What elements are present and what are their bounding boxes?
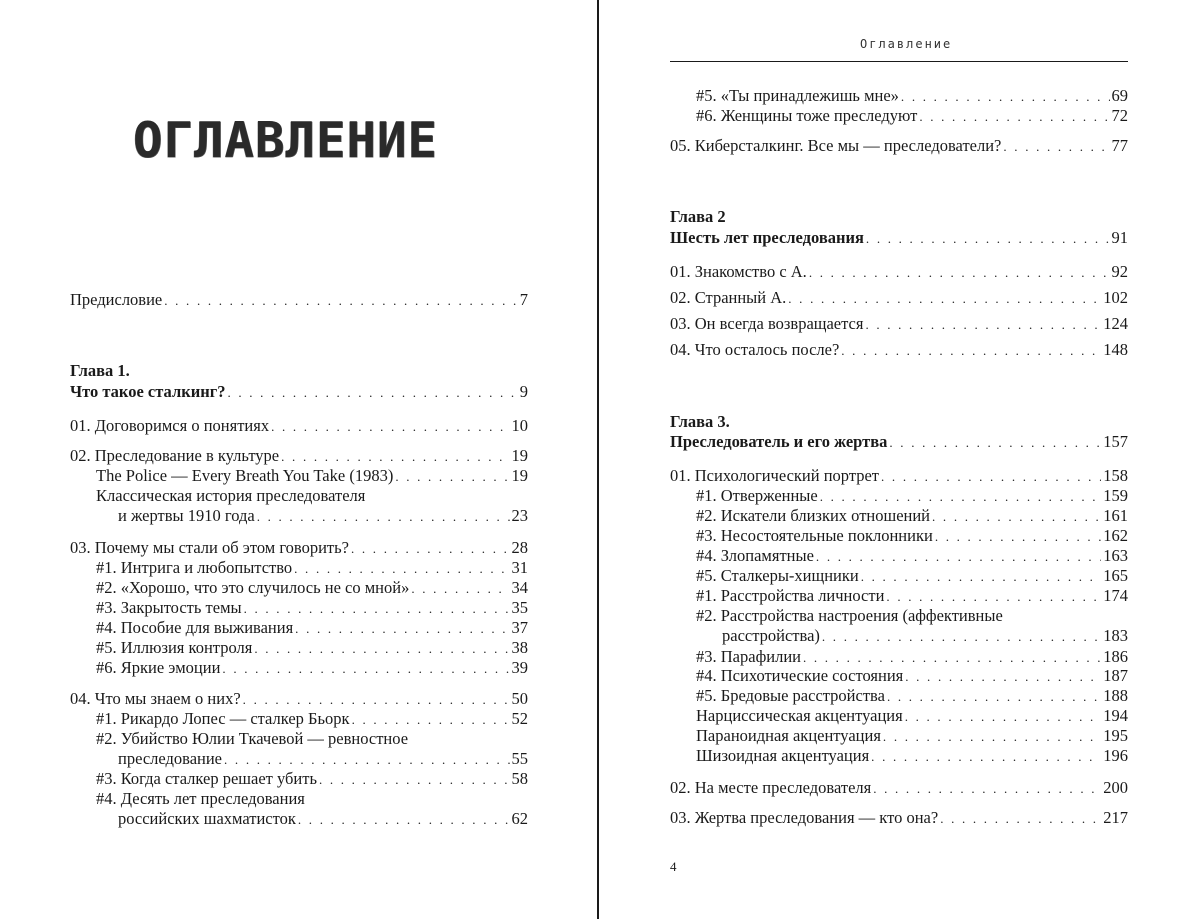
dot-leader [164, 291, 518, 311]
toc-entry [96, 658, 528, 679]
toc-entry-page: 28 [511, 538, 528, 557]
toc-entry-page: 34 [511, 578, 528, 597]
dot-leader [816, 547, 1101, 567]
dot-leader [905, 707, 1102, 727]
toc-entry [696, 746, 1128, 767]
toc-entry-page: 10 [511, 416, 528, 435]
dot-leader [222, 659, 509, 679]
toc-entry [70, 290, 528, 311]
toc-entry [670, 207, 1128, 227]
toc-entry-page: 186 [1103, 647, 1128, 666]
toc-entry [118, 749, 528, 770]
toc-entry-title: расстройства) [722, 626, 820, 645]
toc-entry-title: 02. Преследование в культуре [70, 446, 280, 465]
toc-entry-title: 01. Договоримся о понятиях [70, 416, 270, 435]
toc-entry-title: Шесть лет преследования [670, 228, 864, 247]
toc-entry [96, 709, 528, 730]
toc-entry-page: 9 [519, 382, 528, 401]
toc-entry [670, 466, 1128, 487]
dot-leader [352, 710, 510, 730]
toc-entry [696, 647, 1128, 668]
toc-entry-title: #5. «Ты принадлежишь мне» [696, 86, 899, 105]
dot-leader [243, 690, 510, 710]
toc-entry [696, 666, 1128, 687]
toc-entry [696, 726, 1128, 747]
toc-entry [670, 228, 1128, 249]
toc-entry-page: 52 [511, 709, 528, 728]
toc-entry [670, 412, 1128, 432]
dot-leader [822, 627, 1101, 647]
dot-leader [351, 539, 510, 559]
dot-leader [244, 599, 510, 619]
toc-entry [96, 486, 528, 506]
toc-entry [696, 506, 1128, 527]
dot-leader [887, 687, 1101, 707]
toc-entry-page: 161 [1103, 506, 1128, 525]
toc-entry [696, 486, 1128, 507]
toc-entry-title: #2. Расстройства настроения (аффективные [696, 606, 1003, 625]
header-rule [670, 61, 1128, 62]
dot-leader [841, 341, 1101, 361]
dot-leader [271, 417, 509, 437]
toc-entry-title: #3. Несостоятельные поклонники [696, 526, 933, 545]
dot-leader [224, 750, 509, 770]
toc-entry-title: Что такое сталкинг? [70, 382, 226, 401]
toc-entry [70, 416, 528, 437]
toc-entry-title: Глава 3. [670, 412, 730, 431]
dot-leader [886, 587, 1101, 607]
toc-entry [96, 618, 528, 639]
toc-entry-page: 50 [511, 689, 528, 708]
toc-entry-title: #6. Женщины тоже преследуют [696, 106, 918, 125]
toc-entry-title: #5. Иллюзия контроля [96, 638, 253, 657]
toc-entry-page: 102 [1103, 288, 1128, 307]
toc-entry-title: #5. Сталкеры-хищники [696, 566, 859, 585]
toc-entry [96, 466, 528, 487]
toc-entry-title: #3. Закрытость темы [96, 598, 242, 617]
dot-leader [281, 447, 509, 467]
toc-entry [696, 526, 1128, 547]
toc-entry-page: 72 [1111, 106, 1128, 125]
dot-leader [866, 229, 1110, 249]
toc-entry-page: 92 [1111, 262, 1128, 281]
toc-entry [670, 340, 1128, 361]
toc-entry-page: 200 [1103, 778, 1128, 797]
toc-entry [96, 578, 528, 599]
toc-entry-title: #1. Интрига и любопытство [96, 558, 293, 577]
toc-entry-title: #6. Яркие эмоции [96, 658, 221, 677]
toc-entry-page: 31 [511, 558, 528, 577]
dot-leader [257, 507, 510, 527]
toc-entry-title: Преследователь и его жертва [670, 432, 888, 451]
toc-entry-title: #1. Расстройства личности [696, 586, 885, 605]
dot-leader [865, 315, 1101, 335]
toc-entry [670, 808, 1128, 829]
dot-leader [411, 579, 509, 599]
toc-entry-title: #5. Бредовые расстройства [696, 686, 885, 705]
toc-entry-page: 23 [511, 506, 528, 525]
toc-entry-title: преследование [118, 749, 223, 768]
toc-entry-page: 158 [1103, 466, 1128, 485]
dot-leader [227, 383, 517, 403]
toc-entry-title: #3. Парафилии [696, 647, 801, 666]
toc-entry [118, 809, 528, 830]
toc-entry-page: 58 [511, 769, 528, 788]
toc-entry [96, 769, 528, 790]
toc-entry [670, 262, 1128, 283]
toc-entry-title: 02. На месте преследователя [670, 778, 872, 797]
dot-leader [1003, 137, 1109, 157]
page-number: 4 [670, 859, 677, 874]
toc-entry [696, 546, 1128, 567]
dot-leader [788, 289, 1101, 309]
dot-leader [295, 619, 509, 639]
toc-entry-title: The Police — Every Breath You Take (1983) [96, 466, 394, 485]
toc-entry-page: 162 [1103, 526, 1128, 545]
toc-entry [722, 626, 1128, 647]
toc-entry-page: 183 [1103, 626, 1128, 645]
toc-entry-title: и жертвы 1910 года [118, 506, 255, 525]
toc-entry-page: 124 [1103, 314, 1128, 333]
toc-entry [696, 586, 1128, 607]
toc-entry-title: Нарциссическая акцентуация [696, 706, 903, 725]
dot-leader [905, 667, 1101, 687]
toc-entry-title: российских шахматисток [118, 809, 296, 828]
toc-entry [670, 432, 1128, 453]
dot-leader [861, 567, 1102, 587]
toc-entry-title: #4. Злопамятные [696, 546, 814, 565]
toc-entry [696, 86, 1128, 107]
toc-entry-title: #3. Когда сталкер решает убить [96, 769, 317, 788]
toc-entry [70, 446, 528, 467]
toc-entry [96, 598, 528, 619]
toc-entry-page: 35 [511, 598, 528, 617]
toc-entry-page: 77 [1111, 136, 1128, 155]
dot-leader [871, 747, 1101, 767]
toc-title: ОГЛАВЛЕНИЕ [133, 112, 439, 169]
running-head: Оглавление [860, 37, 953, 51]
toc-entry-title: Глава 2 [670, 207, 726, 226]
toc-entry-page: 194 [1103, 706, 1128, 725]
toc-entry [118, 506, 528, 527]
toc-entry-title: 04. Что осталось после? [670, 340, 840, 359]
toc-entry-page: 174 [1103, 586, 1128, 605]
toc-entry-page: 38 [511, 638, 528, 657]
toc-entry-title: #4. Пособие для выживания [96, 618, 294, 637]
toc-entry-page: 157 [1103, 432, 1128, 451]
toc-entry-title: 03. Он всегда возвращается [670, 314, 864, 333]
toc-entry-page: 7 [519, 290, 528, 309]
toc-entry-title: #2. Убийство Юлии Ткачевой — ревностное [96, 729, 409, 748]
toc-entry-title: #2. Искатели близких отношений [696, 506, 931, 525]
toc-entry-page: 148 [1103, 340, 1128, 359]
toc-entry [696, 706, 1128, 727]
toc-entry-page: 69 [1111, 86, 1128, 105]
toc-entry [70, 538, 528, 559]
toc-entry-title: 01. Психологический портрет [670, 466, 880, 485]
dot-leader [940, 809, 1101, 829]
dot-leader [881, 467, 1101, 487]
toc-entry-title: #4. Психотические состояния [696, 666, 904, 685]
toc-entry-page: 159 [1103, 486, 1128, 505]
right-page [600, 0, 1200, 919]
toc-entry [96, 729, 528, 749]
toc-entry-page: 62 [511, 809, 528, 828]
toc-entry-page: 196 [1103, 746, 1128, 765]
toc-entry-title: Классическая история преследователя [96, 486, 366, 505]
toc-entry-title: 04. Что мы знаем о них? [70, 689, 241, 708]
toc-entry-page: 37 [511, 618, 528, 637]
toc-entry [96, 789, 528, 809]
left-page [0, 0, 598, 919]
toc-entry-page: 39 [511, 658, 528, 677]
toc-entry-page: 19 [511, 446, 528, 465]
toc-entry [670, 314, 1128, 335]
toc-entry [96, 638, 528, 659]
toc-entry-title: Глава 1. [70, 361, 130, 380]
toc-entry [696, 606, 1128, 626]
dot-leader [919, 107, 1109, 127]
toc-entry [670, 288, 1128, 309]
toc-entry [696, 686, 1128, 707]
dot-leader [298, 810, 510, 830]
toc-entry-title: Шизоидная акцентуация [696, 746, 870, 765]
toc-entry-page: 163 [1103, 546, 1128, 565]
dot-leader [820, 487, 1102, 507]
toc-entry-page: 19 [511, 466, 528, 485]
toc-entry-page: 188 [1103, 686, 1128, 705]
toc-entry [670, 136, 1128, 157]
toc-entry-page: 187 [1103, 666, 1128, 685]
dot-leader [932, 507, 1101, 527]
toc-entry-title: Параноидная акцентуация [696, 726, 881, 745]
toc-entry-page: 91 [1111, 228, 1128, 247]
toc-entry-title: Предисловие [70, 290, 163, 309]
toc-entry [70, 382, 528, 403]
toc-entry [70, 689, 528, 710]
toc-entry-page: 195 [1103, 726, 1128, 745]
dot-leader [901, 87, 1110, 107]
dot-leader [294, 559, 509, 579]
dot-leader [809, 263, 1110, 283]
toc-entry-title: 05. Киберсталкинг. Все мы — преследователи? [670, 136, 1002, 155]
toc-entry-title: #1. Отверженные [696, 486, 818, 505]
toc-entry-page: 55 [511, 749, 528, 768]
dot-leader [395, 467, 509, 487]
dot-leader [319, 770, 510, 790]
toc-entry-page: 165 [1103, 566, 1128, 585]
dot-leader [935, 527, 1101, 547]
dot-leader [873, 779, 1101, 799]
toc-entry-title: 03. Жертва преследования — кто она? [670, 808, 939, 827]
dot-leader [803, 648, 1101, 668]
toc-entry-title: #2. «Хорошо, что это случилось не со мной» [96, 578, 410, 597]
toc-entry-title: 01. Знакомство с А. [670, 262, 807, 281]
toc-entry-title: 02. Странный А. [670, 288, 787, 307]
toc-entry-title: 03. Почему мы стали об этом говорить? [70, 538, 349, 557]
toc-entry [70, 361, 528, 381]
toc-entry-title: #1. Рикардо Лопес — сталкер Бьорк [96, 709, 350, 728]
dot-leader [254, 639, 509, 659]
toc-entry-title: #4. Десять лет преследования [96, 789, 305, 808]
book-spine [597, 0, 599, 919]
toc-entry [696, 566, 1128, 587]
dot-leader [883, 727, 1101, 747]
toc-entry [96, 558, 528, 579]
toc-entry [696, 106, 1128, 127]
toc-entry-page: 217 [1103, 808, 1128, 827]
toc-entry [670, 778, 1128, 799]
dot-leader [889, 433, 1101, 453]
